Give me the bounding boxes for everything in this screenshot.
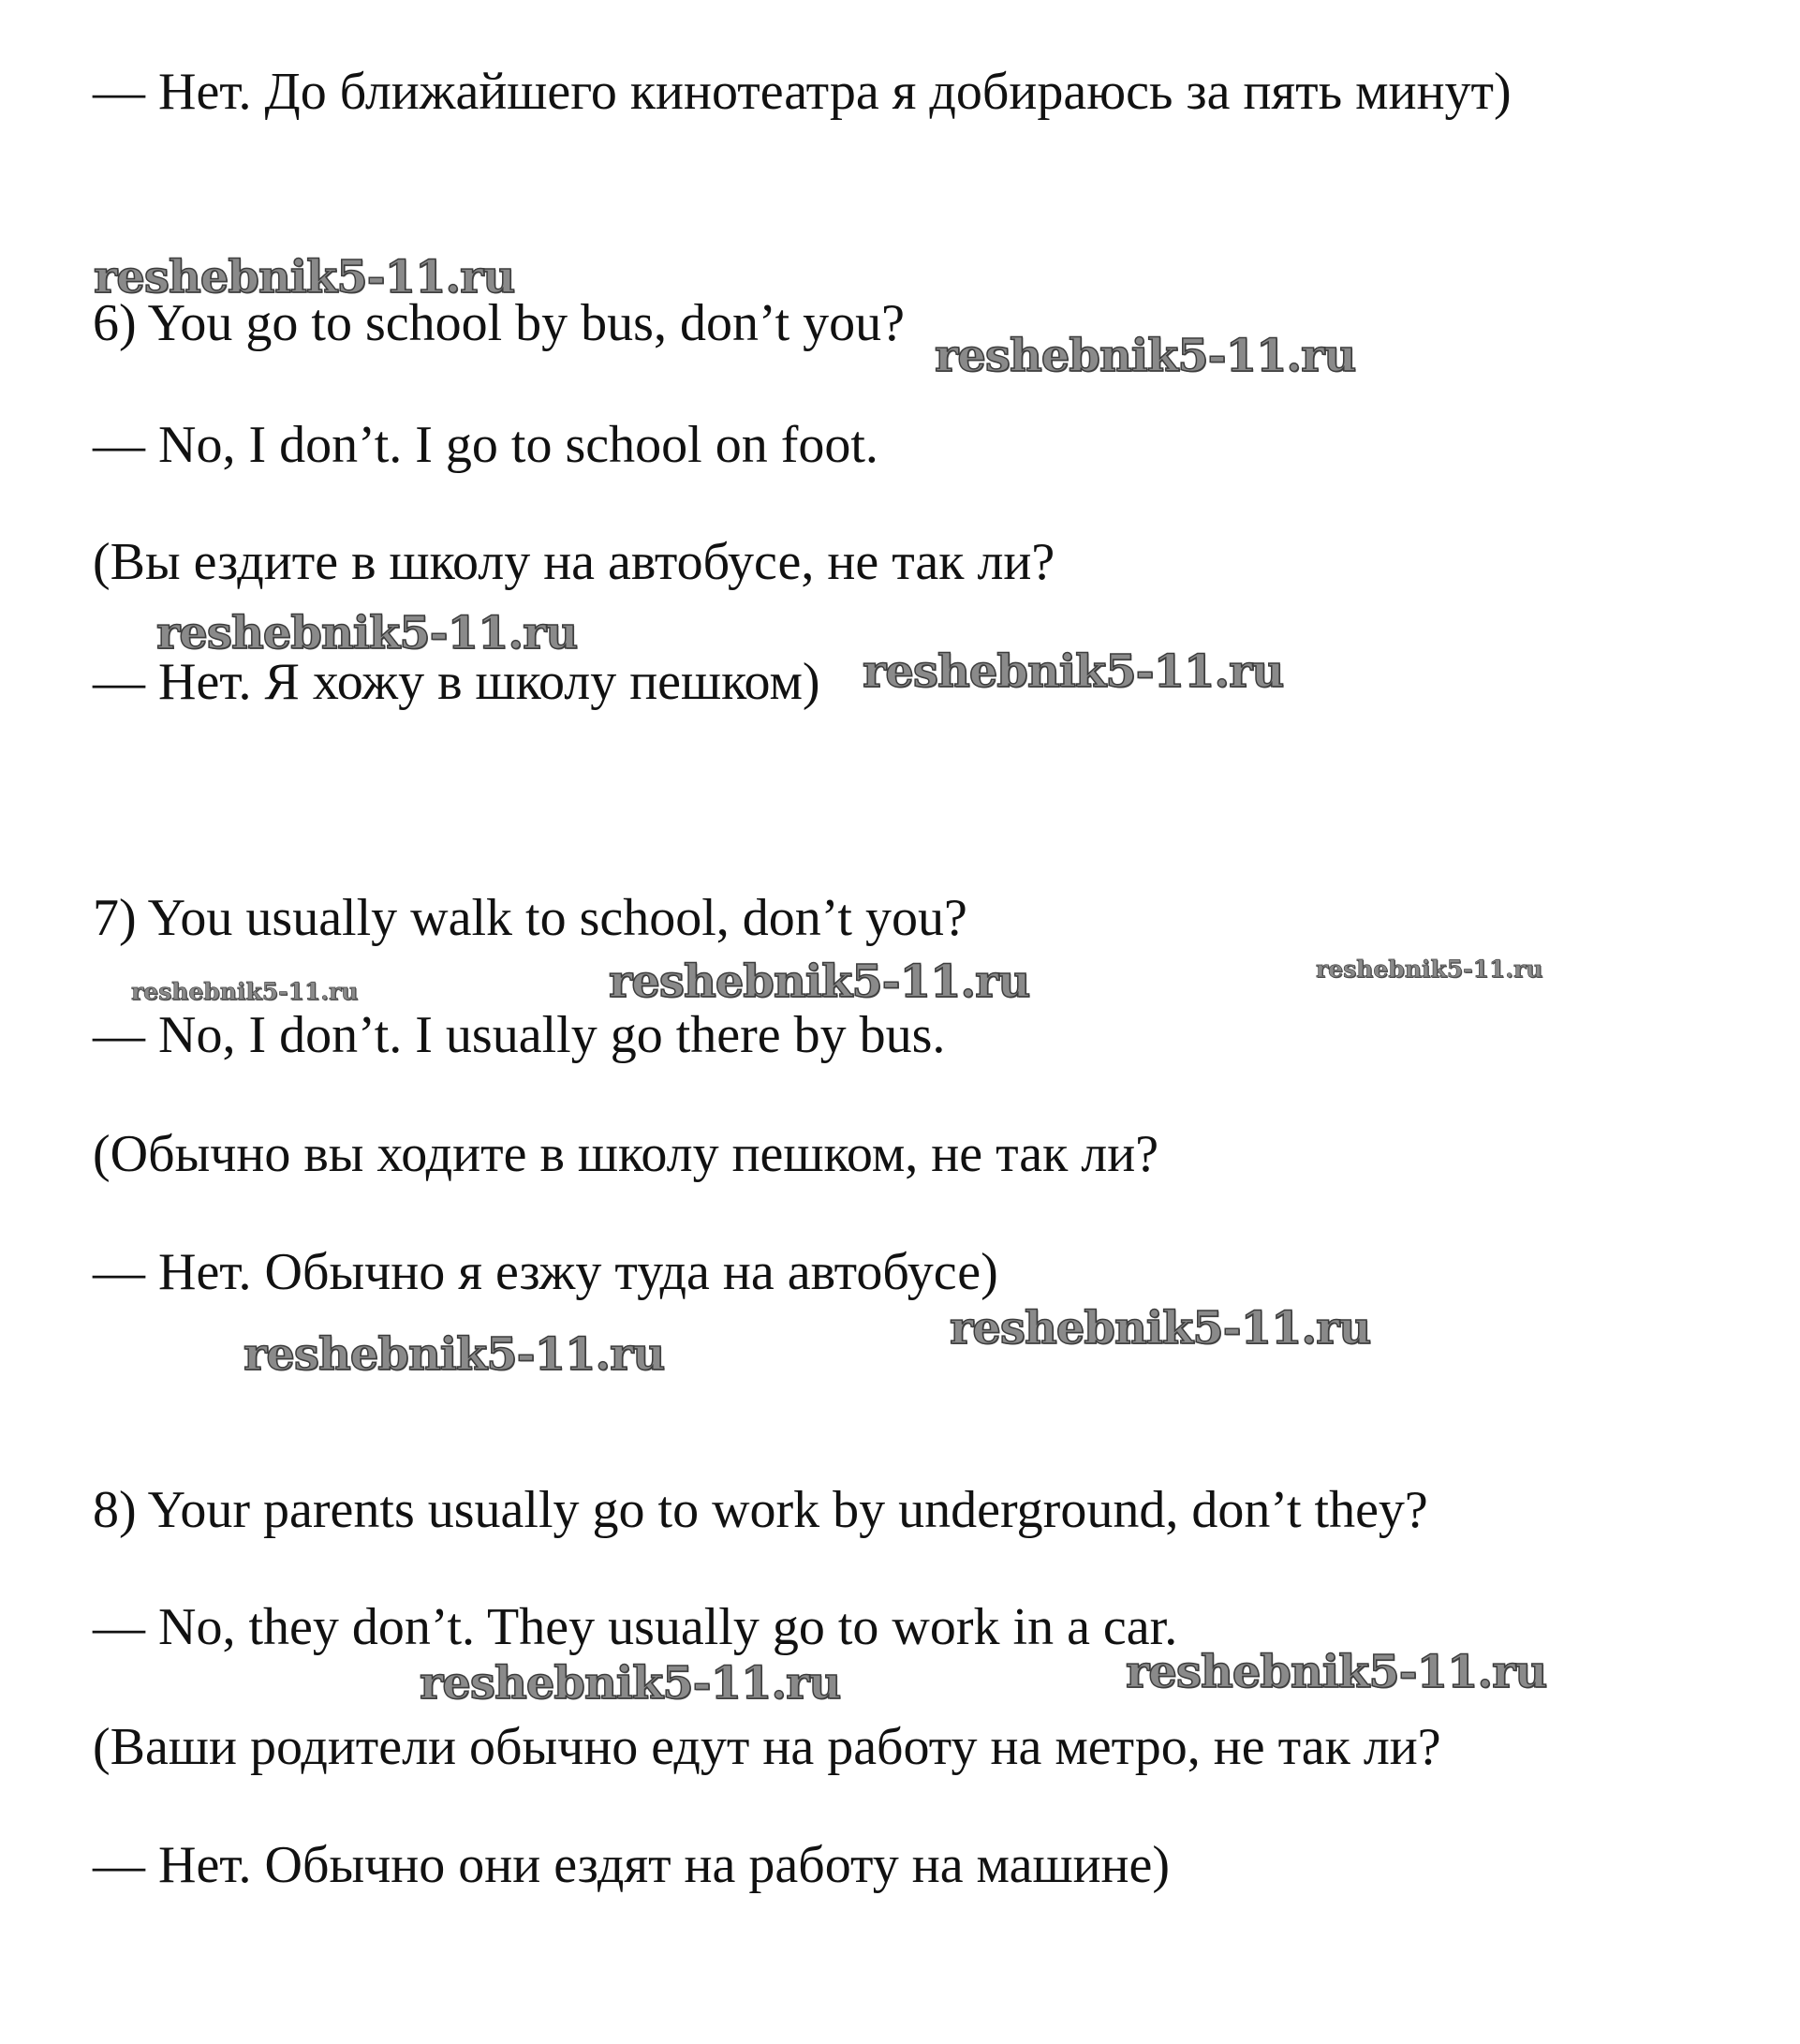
watermark: reshebnik5-11.ru: [1126, 1646, 1547, 1698]
watermark: reshebnik5-11.ru: [863, 645, 1284, 698]
watermark: reshebnik5-11.ru: [1316, 955, 1543, 983]
text-line: — Нет. До ближайшего кинотеатра я добираюсь за пять минут): [93, 63, 1512, 121]
text-line: 8) Your parents usually go to work by underground, don’t they?: [93, 1481, 1428, 1539]
text-line: (Ваши родители обычно едут на работу на метро, не так ли?: [93, 1718, 1441, 1776]
watermark: reshebnik5-11.ru: [94, 251, 515, 304]
text-line: — No, I don’t. I go to school on foot.: [93, 416, 878, 474]
text-line: 7) You usually walk to school, don’t you?: [93, 889, 967, 947]
watermark: reshebnik5-11.ru: [243, 1328, 665, 1381]
text-line: — No, they don’t. They usually go to work in a car.: [93, 1598, 1178, 1656]
text-line: (Обычно вы ходите в школу пешком, не так ли?: [93, 1125, 1159, 1183]
text-line: — Нет. Обычно они ездят на работу на машине): [93, 1836, 1171, 1894]
text-line: — Нет. Обычно я езжу туда на автобусе): [93, 1243, 998, 1301]
watermark: reshebnik5-11.ru: [420, 1657, 841, 1710]
watermark: reshebnik5-11.ru: [609, 955, 1030, 1008]
watermark: reshebnik5-11.ru: [950, 1302, 1371, 1355]
watermark: reshebnik5-11.ru: [131, 978, 359, 1005]
watermark: reshebnik5-11.ru: [156, 607, 578, 659]
watermark: reshebnik5-11.ru: [935, 330, 1356, 382]
text-line: 6) You go to school by bus, don’t you?: [93, 294, 906, 352]
text-line: — Нет. Я хожу в школу пешком): [93, 653, 820, 711]
text-line: (Вы ездите в школу на автобусе, не так ли?: [93, 533, 1055, 591]
text-line: — No, I don’t. I usually go there by bus.: [93, 1006, 946, 1064]
